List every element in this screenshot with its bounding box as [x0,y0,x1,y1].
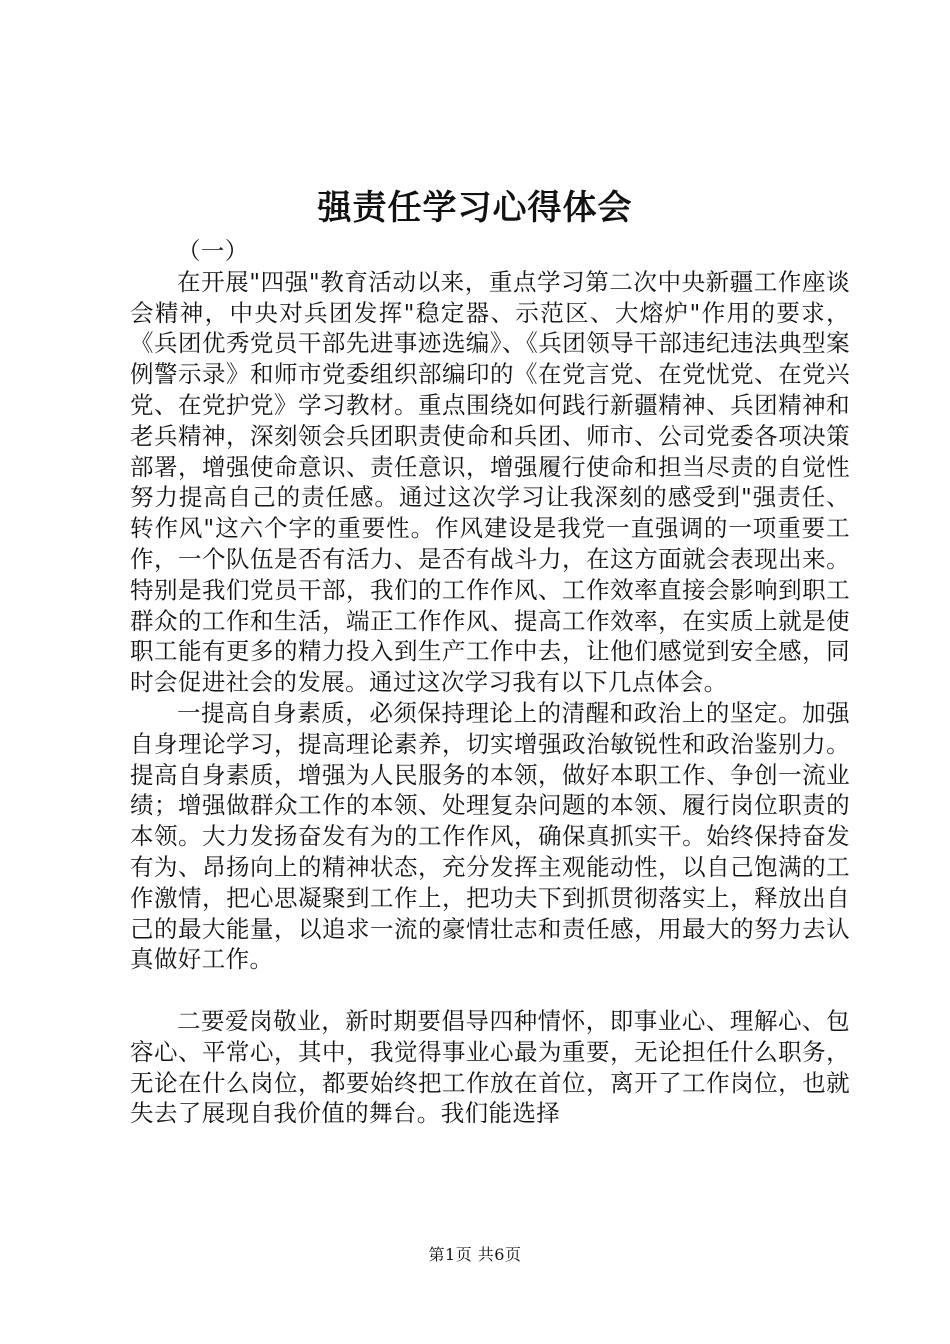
paragraph-point-one: 一提高自身素质，必须保持理论上的清醒和政治上的坚定。加强自身理论学习，提高理论素养，切实增强政治敏锐性和政治鉴别力。提高自身素质，增强为人民服务的本领，做好本职工作、争创一流业绩；增强做群众工作的本领、处理复杂问题的本领、履行岗位职责的本领。大力发扬奋发有为的工作作风，确保真抓实干。始终保持奋发有为、昂扬向上的精神状态，充分发挥主观能动性，以自己饱满的工作激情，把心思凝聚到工作上，把功夫下到抓贯彻落实上，释放出自己的最大能量，以追求一流的豪情壮志和责任感，用最大的努力去认真做好工作。 [130,698,850,974]
paragraph-point-two: 二要爱岗敬业，新时期要倡导四种情怀，即事业心、理解心、包容心、平常心，其中，我觉得事业心最为重要，无论担任什么职务，无论在什么岗位，都要始终把工作放在首位，离开了工作岗位，也就失去了展现自我价值的舞台。我们能选择 [130,1006,850,1128]
page-number-footer: 第1页 共6页 [428,1245,522,1264]
document-title: 强责任学习心得体会 [317,188,633,228]
paragraph-intro: 在开展"四强"教育活动以来，重点学习第二次中央新疆工作座谈会精神，中央对兵团发挥"稳定器、示范区、大熔炉"作用的要求，《兵团优秀党员干部先进事迹选编》、《兵团领导干部违纪违法典型案例警示录》和师市党委组织部编印的《在党言党、在党忧党、在党兴党、在党护党》学习教材。重点围绕如何践行新疆精神、兵团精神和老兵精神，深刻领会兵团职责使命和兵团、师市、公司党委各项决策部署，增强使命意识、责任意识，增强履行使命和担当尽责的自觉性努力提高自己的责任感。通过这次学习让我深刻的感受到"强责任、转作风"这六个字的重要性。作风建设是我党一直强调的一项重要工作，一个队伍是否有活力、是否有战斗力，在这方面就会表现出来。特别是我们党员干部，我们的工作作风、工作效率直接会影响到职工群众的工作和生活，端正工作作风、提高工作效率，在实质上就是使职工能有更多的精力投入到生产工作中去，让他们感觉到安全感，同时会促进社会的发展。通过这次学习我有以下几点体会。 [130,267,850,697]
section-label: （一） [177,237,249,265]
document-body [130,236,850,1129]
